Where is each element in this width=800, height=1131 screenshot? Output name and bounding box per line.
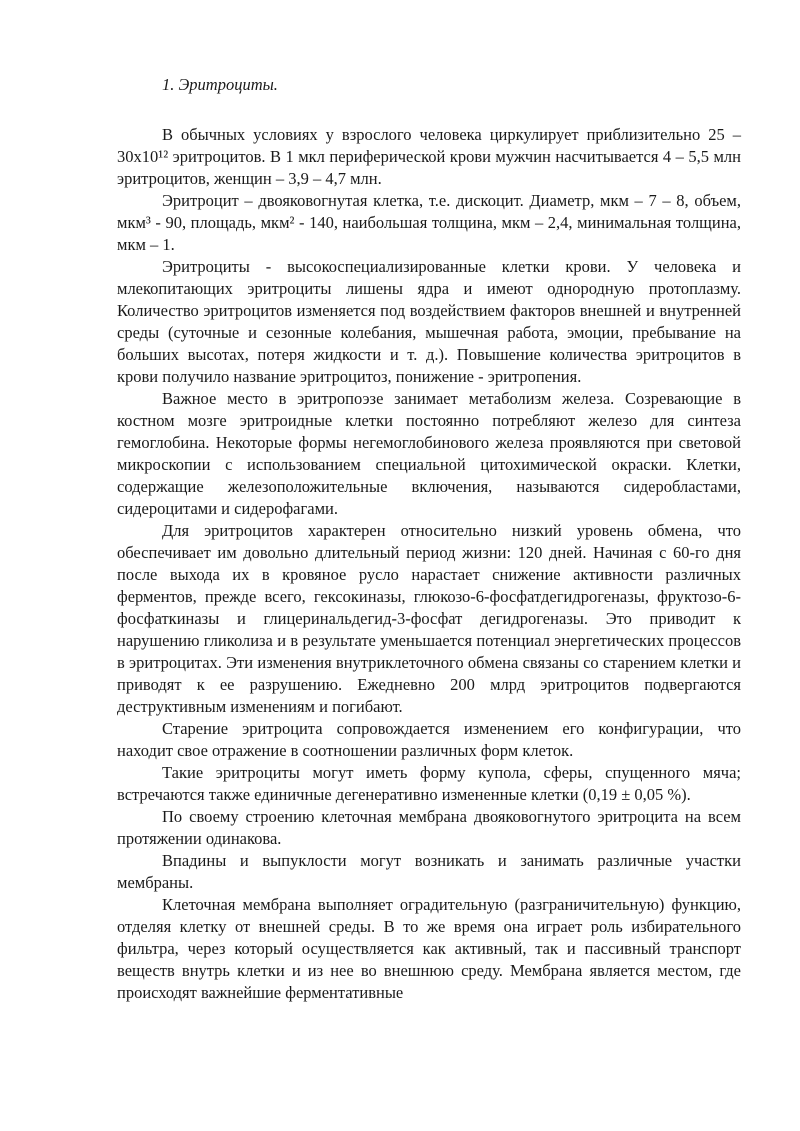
paragraph-cell-forms: Такие эритроциты могут иметь форму купола, сферы, спущенного мяча; встречаются также единичные дегенеративно измененные клетки (0,19 ± 0,05 %). bbox=[117, 763, 741, 804]
paragraph-iron-metabolism: Важное место в эритропоэзе занимает метаболизм железа. Созревающие в костном мозге эритроидные клетки постоянно потребляют железо для синтеза гемоглобина. Некоторые формы негемоглобинового железа проявляются при световой микроскопии с использованием специальной цитохимической окраски. Клетки, содержащие железоположительные включения, называются сидеробластами, сидероцитами и сидерофагами. bbox=[117, 389, 741, 518]
paragraph-aging: Старение эритроцита сопровождается изменением его конфигурации, что находит свое отражение в соотношении различных форм клеток. bbox=[117, 719, 741, 760]
paragraph-membrane-structure: По своему строению клеточная мембрана двояковогнутого эритроцита на всем протяжении одинакова. bbox=[117, 807, 741, 848]
paragraph-membrane-function: Клеточная мембрана выполняет оградительную (разграничительную) функцию, отделяя клетку от внешней среды. В то же время она играет роль избирательного фильтра, через который осуществляется как активный, так и пассивный транспорт веществ внутрь клетки и из нее во внешнюю среду. Мембрана является местом, где происходят важнейшие ферментативные bbox=[117, 895, 741, 1002]
paragraph-metabolism-lifespan: Для эритроцитов характерен относительно низкий уровень обмена, что обеспечивает им довольно длительный период жизни: 120 дней. Начиная с 60-го дня после выхода их в кровяное русло нарастает снижение активности различных ферментов, прежде всего, гексокиназы, глюкозо-6-фосфатдегидрогеназы, фруктозо-6-фосфаткиназы и глицеринальдегид-3-фосфат дегидрогеназы. Это приводит к нарушению гликолиза и в результате уменьшается потенциал энергетических процессов в эритроцитах. Эти изменения внутриклеточного обмена связаны со старением клетки и приводят к ее разрушению. Ежедневно 200 млрд эритроцитов подвергаются деструктивным изменениям и погибают. bbox=[117, 521, 741, 716]
paragraph-erythrocyte-shape: Эритроцит – двояковогнутая клетка, т.е. дискоцит. Диаметр, мкм – 7 – 8, объем, мкм³ - 90, площадь, мкм² - 140, наибольшая толщина, мкм – 2,4, минимальная толщина, мкм – 1. bbox=[117, 191, 741, 254]
section-heading: 1. Эритроциты. bbox=[162, 75, 278, 94]
paragraph-specialized-cells: Эритроциты - высокоспециализированные клетки крови. У человека и млекопитающих эритроциты лишены ядра и имеют однородную протоплазму. Количество эритроцитов изменяется под воздействием факторов внешней и внутренней среды (суточные и сезонные колебания, мышечная работа, эмоции, пребывание на больших высотах, потеря жидкости и т. д.). Повышение количества эритроцитов в крови получило название эритроцитоз, понижение - эритропения. bbox=[117, 257, 741, 386]
document-body bbox=[117, 74, 741, 1004]
paragraph-erythrocyte-count: В обычных условиях у взрослого человека циркулирует приблизительно 25 – 30х10¹² эритроцитов. В 1 мкл периферической крови мужчин насчитывается 4 – 5,5 млн эритроцитов, женщин – 3,9 – 4,7 млн. bbox=[117, 125, 741, 188]
paragraph-membrane-hollows: Впадины и выпуклости могут возникать и занимать различные участки мембраны. bbox=[117, 851, 741, 892]
